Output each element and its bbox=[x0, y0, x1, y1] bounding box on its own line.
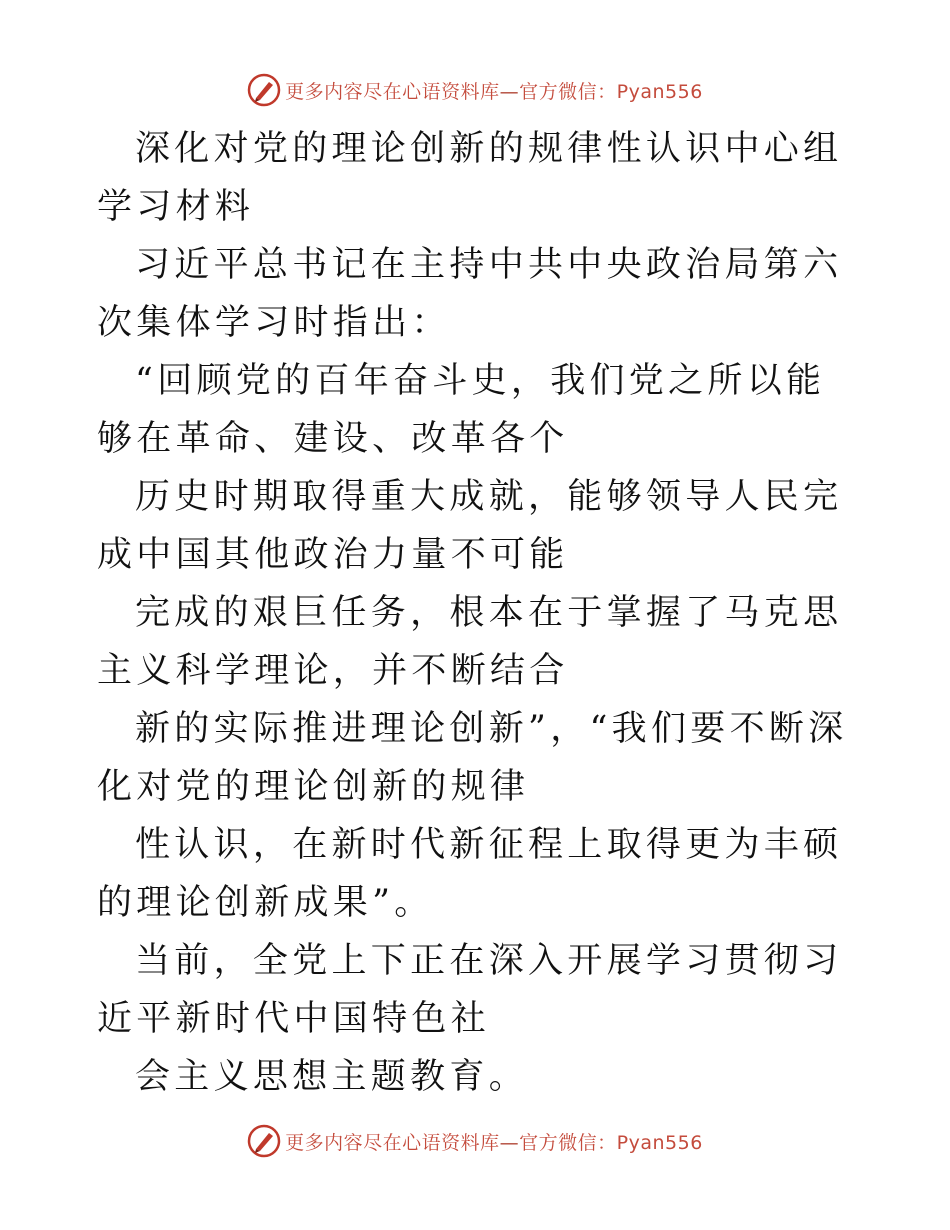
paragraph-title: 深化对党的理论创新的规律性认识中心组学习材料 bbox=[97, 129, 843, 227]
watermark-text: 更多内容尽在心语资料库—官方微信：Pyan556 bbox=[285, 80, 703, 103]
paragraph: 新的实际推进理论创新”，“我们要不断深化对党的理论创新的规律 bbox=[97, 709, 848, 807]
pen-logo-icon bbox=[247, 73, 281, 107]
paragraph: 当前，全党上下正在深入开展学习贯彻习近平新时代中国特色社 bbox=[97, 941, 843, 1039]
paragraph: 历史时期取得重大成就，能够领导人民完成中国其他政治力量不可能 bbox=[97, 477, 843, 575]
paragraph: 完成的艰巨任务，根本在于掌握了马克思主义科学理论，并不断结合 bbox=[97, 593, 843, 691]
pen-logo-icon bbox=[247, 1124, 281, 1158]
footer-watermark bbox=[0, 1121, 950, 1161]
watermark-text: 更多内容尽在心语资料库—官方微信：Pyan556 bbox=[285, 1131, 703, 1154]
paragraph: 习近平总书记在主持中共中央政治局第六次集体学习时指出： bbox=[97, 245, 843, 343]
paragraph: 会主义思想主题教育。 bbox=[135, 1057, 529, 1097]
document-body bbox=[97, 120, 857, 1106]
header-watermark bbox=[0, 70, 950, 110]
paragraph: “回顾党的百年奋斗史，我们党之所以能够在革命、建设、改革各个 bbox=[97, 361, 826, 459]
paragraph: 性认识，在新时代新征程上取得更为丰硕的理论创新成果”。 bbox=[97, 825, 843, 923]
